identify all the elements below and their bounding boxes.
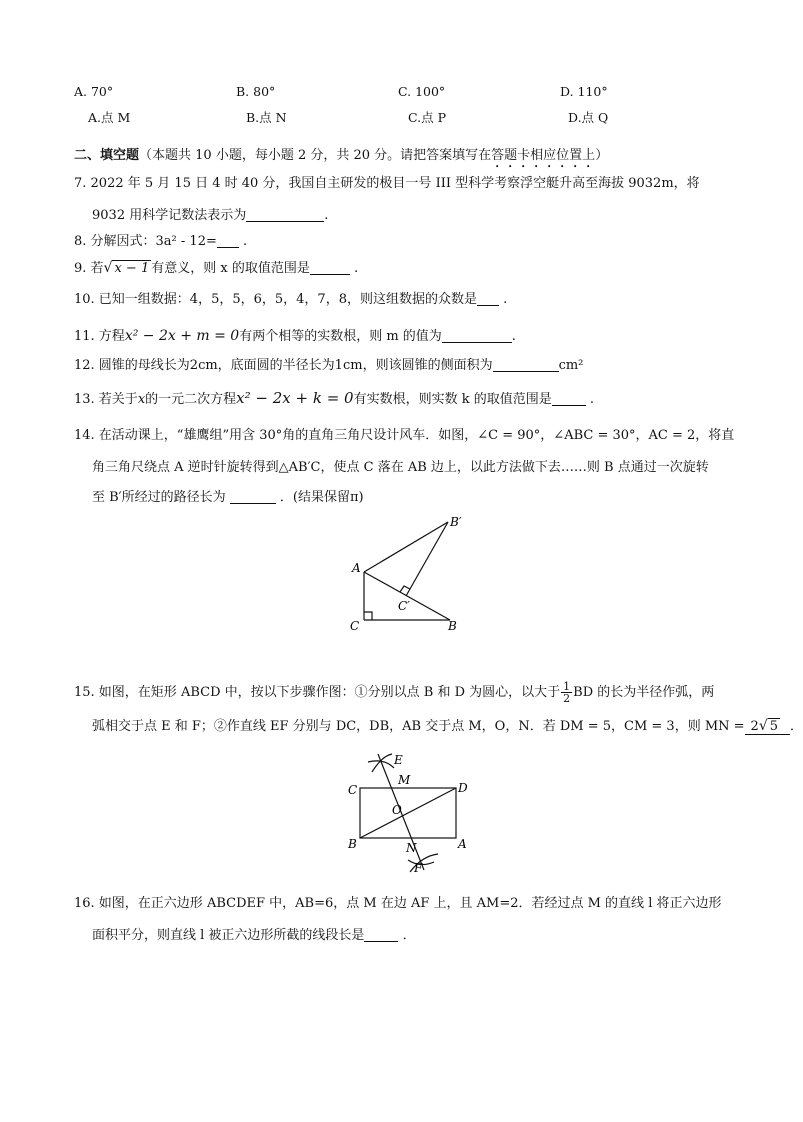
q11-line	[74, 326, 516, 347]
q15-text1: 15. 如图，在矩形 ABCD 中，按以下步骤作图：①分别以点 B 和 D 为圆心，以大于	[74, 685, 561, 700]
q14-line3	[92, 488, 364, 508]
label-o: O	[392, 803, 402, 817]
label-b-prime: B′	[450, 515, 462, 529]
q15-text2: BD 的长为半径作弧，两	[573, 685, 715, 700]
q11-text: 有两个相等的实数根，则 m 的值为	[239, 329, 442, 344]
q16-end: ．	[402, 928, 416, 943]
q9-radicand: x − 1	[114, 261, 150, 276]
q7-end: .	[324, 208, 329, 223]
q7-line2	[92, 206, 328, 226]
q10-text: 10. 已知一组数据：4，5，5，6，5，4，7，8，则这组数据的众数是	[74, 292, 477, 307]
label-e: E	[394, 753, 403, 767]
q10-line	[74, 290, 507, 310]
label-c-prime: C′	[398, 599, 410, 613]
q16-line1: 16. 如图，在正六边形 ABCDEF 中，AB=6，点 M 在边 AF 上，且 AM=2．若经过点 M 的直线 l 将正六边形	[74, 896, 722, 911]
q13-answer-blank[interactable]	[552, 391, 586, 406]
q15-text3: 弧相交于点 E 和 F；②作直线 EF 分别与 DC，DB，AB 交于点 M，O，N．若 DM = 5，CM = 3，则 MN =	[92, 719, 745, 734]
section-desc-emphasis: 答题卡相应位置上	[491, 148, 596, 163]
q15-fraction	[561, 681, 572, 704]
q11-answer-blank[interactable]	[442, 328, 512, 343]
q14-end: ．(结果保留π)	[279, 490, 364, 505]
q10-end: .	[503, 292, 508, 307]
q9-line: 9. 若√ x − 1 有意义，则 x 的取值范围是 .	[74, 260, 359, 276]
fraction-numerator: 1	[563, 680, 571, 693]
q12-line	[74, 356, 583, 376]
q8-line	[74, 232, 247, 252]
q11-equation: x² − 2x + m = 0	[124, 328, 240, 344]
label-f: F	[414, 861, 423, 875]
option-d-point: D.点 Q	[568, 110, 609, 125]
q14-triangle-figure	[340, 510, 480, 638]
q8-text: 8. 分解因式：3a² - 12=	[74, 234, 217, 249]
section-header	[74, 144, 608, 171]
option-a-point: A.点 M	[88, 110, 131, 125]
q13-line	[74, 388, 594, 410]
q16-line2	[92, 926, 416, 946]
q11-pre: 11. 方程	[74, 329, 125, 344]
label-n: N	[406, 841, 417, 855]
option-c-point: C.点 P	[408, 110, 446, 125]
label-a: A	[352, 561, 361, 575]
section-desc: （本题共 10 小题，每小题 2 分，共 20 分。请把答案填写在	[139, 148, 492, 163]
label-c: C	[348, 783, 358, 797]
q15-line1	[74, 680, 714, 706]
q12-answer-blank[interactable]	[493, 357, 559, 372]
q13-text2: 有实数根，则实数 k 的取值范围是	[353, 392, 552, 407]
fraction-denominator: 2	[563, 692, 571, 705]
q13-var: x	[137, 392, 146, 407]
q9-text: 有意义，则 x 的取值范围是	[151, 261, 310, 276]
label-b: B	[448, 619, 457, 633]
option-a-angle: A. 70°	[74, 84, 114, 99]
option-d-angle: D. 110°	[560, 84, 608, 99]
option-c-angle: C. 100°	[398, 84, 446, 99]
q11-end: .	[511, 329, 516, 344]
q10-answer-blank[interactable]	[477, 291, 499, 306]
label-c: C	[350, 619, 360, 633]
q7-answer-blank[interactable]	[246, 207, 324, 222]
q13-pre: 13. 若关于	[74, 392, 138, 407]
q15-line2	[92, 716, 803, 737]
q14-answer-blank[interactable]	[230, 489, 276, 504]
q14-text: 至 B′所经过的路径长为	[92, 490, 226, 505]
q14-line2: 角三角尺绕点 A 逆时针旋转得到△AB′C，使点 C 落在 AB 边上，以此方法做下去……则 B 点通过一次旋转	[92, 460, 709, 475]
segment-c-prime-b-prime	[406, 522, 448, 596]
answer-coefficient: 2	[750, 719, 759, 734]
q7-line1: 7. 2022 年 5 月 15 日 4 时 40 分，我国自主研发的极目一号 III 型科学考察浮空艇升高至海拔 9032m，将	[74, 176, 700, 191]
q16-text: 面积平分，则直线 l 被正六边形所截的线段长是	[92, 928, 365, 943]
q16-answer-blank[interactable]	[364, 927, 398, 942]
q15-end: ．	[790, 719, 803, 734]
right-angle-c	[364, 612, 372, 620]
section-desc-end: ）	[595, 148, 609, 163]
q8-end: .	[243, 234, 248, 249]
q14-line1: 14. 在活动课上，“雄鹰组”用含 30°角的直角三角尺设计风车．如图，∠C = 90°，∠ABC = 30°，AC = 2，将直	[74, 428, 735, 443]
q15-answer: 2√ 5	[745, 719, 790, 735]
label-a: A	[458, 837, 467, 851]
q9-pre: 9. 若	[74, 261, 104, 276]
q8-answer-blank[interactable]	[217, 233, 239, 248]
label-m: M	[398, 773, 411, 787]
q12-unit: cm²	[558, 358, 584, 373]
segment-ab-prime	[364, 522, 448, 572]
label-b: B	[348, 837, 357, 851]
q9-end: .	[353, 261, 359, 276]
q7-text: 9032 用科学记数法表示为	[92, 208, 247, 223]
label-d: D	[458, 781, 468, 795]
q13-equation: x² − 2x + k = 0	[236, 389, 354, 407]
q15-rectangle-figure	[338, 748, 478, 878]
q12-text: 12. 圆锥的母线长为2cm，底面圆的半径长为1cm，则该圆锥的侧面积为	[74, 358, 493, 373]
q9-answer-blank[interactable]	[310, 260, 350, 275]
answer-radicand: 5	[769, 719, 779, 734]
option-b-angle: B. 80°	[236, 84, 276, 99]
section-title: 二、填空题	[74, 148, 140, 163]
option-b-point: B.点 N	[246, 110, 287, 125]
q13-end: .	[589, 392, 595, 407]
q13-text1: 的一元二次方程	[145, 392, 237, 407]
